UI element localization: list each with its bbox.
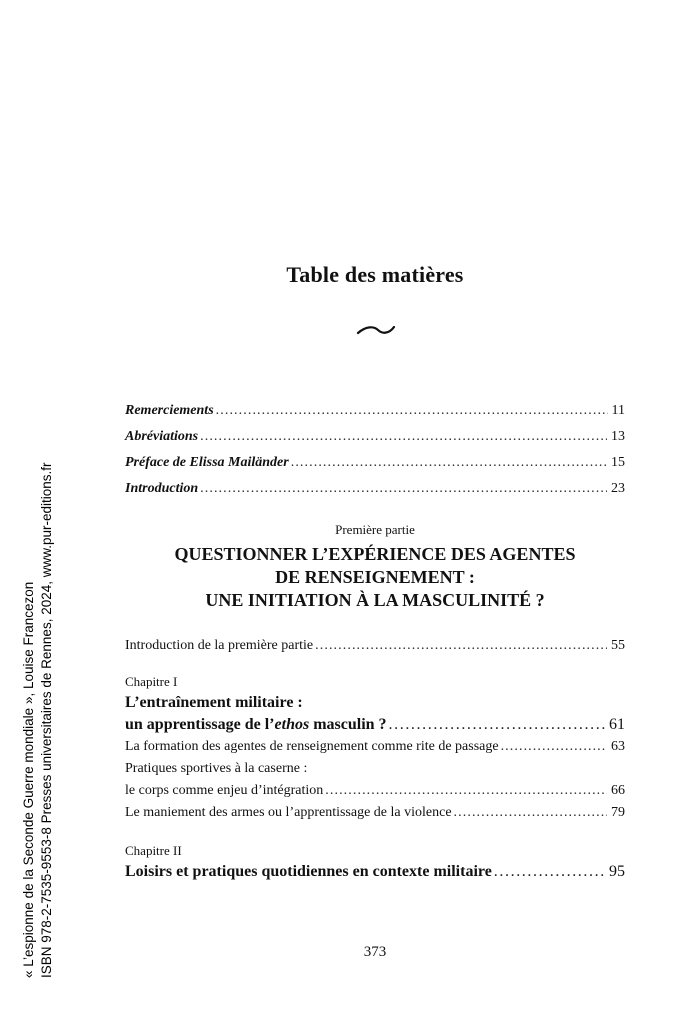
dot-leader [389, 714, 605, 736]
title-emphasis: ethos [274, 716, 310, 733]
toc-entry-part-intro[interactable] [125, 633, 625, 659]
sidebar-line: ISBN 978-2-7535-9553-8 Presses universitaires de Rennes, 2024, www.pur-editions.fr [39, 462, 54, 978]
part-title-line: UNE INITIATION À LA MASCULINITÉ ? [205, 590, 545, 610]
page-number: 373 [363, 944, 387, 960]
dot-leader [501, 736, 607, 758]
dot-leader [494, 861, 605, 883]
part-label: Première partie [335, 522, 415, 537]
title-part: un apprentissage de l’ [125, 716, 275, 733]
tilde-ornament [356, 322, 396, 338]
dot-leader [200, 476, 607, 502]
dot-leader [200, 424, 607, 450]
chapter-label: Chapitre II [125, 843, 182, 858]
page-title: Table des matières [286, 262, 464, 287]
toc-entry-section[interactable] [125, 802, 625, 824]
entry-page: 79 [611, 805, 625, 820]
dot-leader [454, 802, 607, 824]
section-label-line: Pratiques sportives à la caserne : [125, 761, 308, 776]
entry-page: 63 [611, 739, 625, 754]
dot-leader [315, 633, 607, 659]
chapter-title-line: L’entraînement militaire : [125, 694, 303, 711]
part-title-line: QUESTIONNER L’EXPÉRIENCE DES AGENTES [174, 544, 576, 564]
entry-label: Introduction de la première partie [125, 638, 314, 653]
chapter-1 [125, 672, 625, 824]
copyright-sidebar [20, 458, 60, 978]
sidebar-line: « L’espionne de la Seconde Guerre mondiale », Louise Francezon [21, 581, 36, 978]
entry-page: 61 [609, 716, 625, 733]
dot-leader [216, 398, 608, 424]
toc-entry-introduction[interactable] [125, 476, 625, 502]
part-title [0, 543, 700, 612]
entry-label: Préface de Elissa Mailänder [125, 455, 289, 470]
entry-page: 95 [609, 863, 625, 880]
dot-leader [291, 450, 607, 476]
entry-page: 15 [611, 455, 625, 470]
toc-entry-section[interactable] [125, 780, 625, 802]
entry-label: La formation des agentes de renseignement comme rite de passage [125, 739, 499, 754]
entry-label: Remerciements [125, 403, 214, 418]
entry-page: 11 [611, 403, 625, 418]
toc-entry-section[interactable] [125, 736, 625, 758]
toc-entry-preface[interactable] [125, 450, 625, 476]
part-intro-section [125, 633, 625, 659]
entry-page: 55 [611, 638, 625, 653]
entry-label: Le maniement des armes ou l’apprentissage de la violence [125, 805, 452, 820]
title-part: masculin ? [309, 716, 387, 733]
entry-label: Introduction [125, 481, 199, 496]
entry-label [125, 714, 387, 736]
toc-entry-remerciements[interactable] [125, 398, 625, 424]
entry-page: 23 [611, 481, 625, 496]
chapter-label: Chapitre I [125, 674, 178, 689]
entry-page: 66 [611, 783, 625, 798]
toc-entry-abreviations[interactable] [125, 424, 625, 450]
part-title-line: DE RENSEIGNEMENT : [275, 567, 475, 587]
front-matter-list [125, 398, 625, 502]
chapter-2 [125, 841, 625, 883]
toc-entry-chapter-1[interactable] [125, 714, 625, 736]
entry-label: Abréviations [125, 429, 199, 444]
entry-label: le corps comme enjeu d’intégration [125, 783, 324, 798]
toc-entry-chapter-2[interactable] [125, 861, 625, 883]
entry-page: 13 [611, 429, 625, 444]
dot-leader [325, 780, 607, 802]
entry-label: Loisirs et pratiques quotidiennes en contexte militaire [125, 863, 492, 880]
